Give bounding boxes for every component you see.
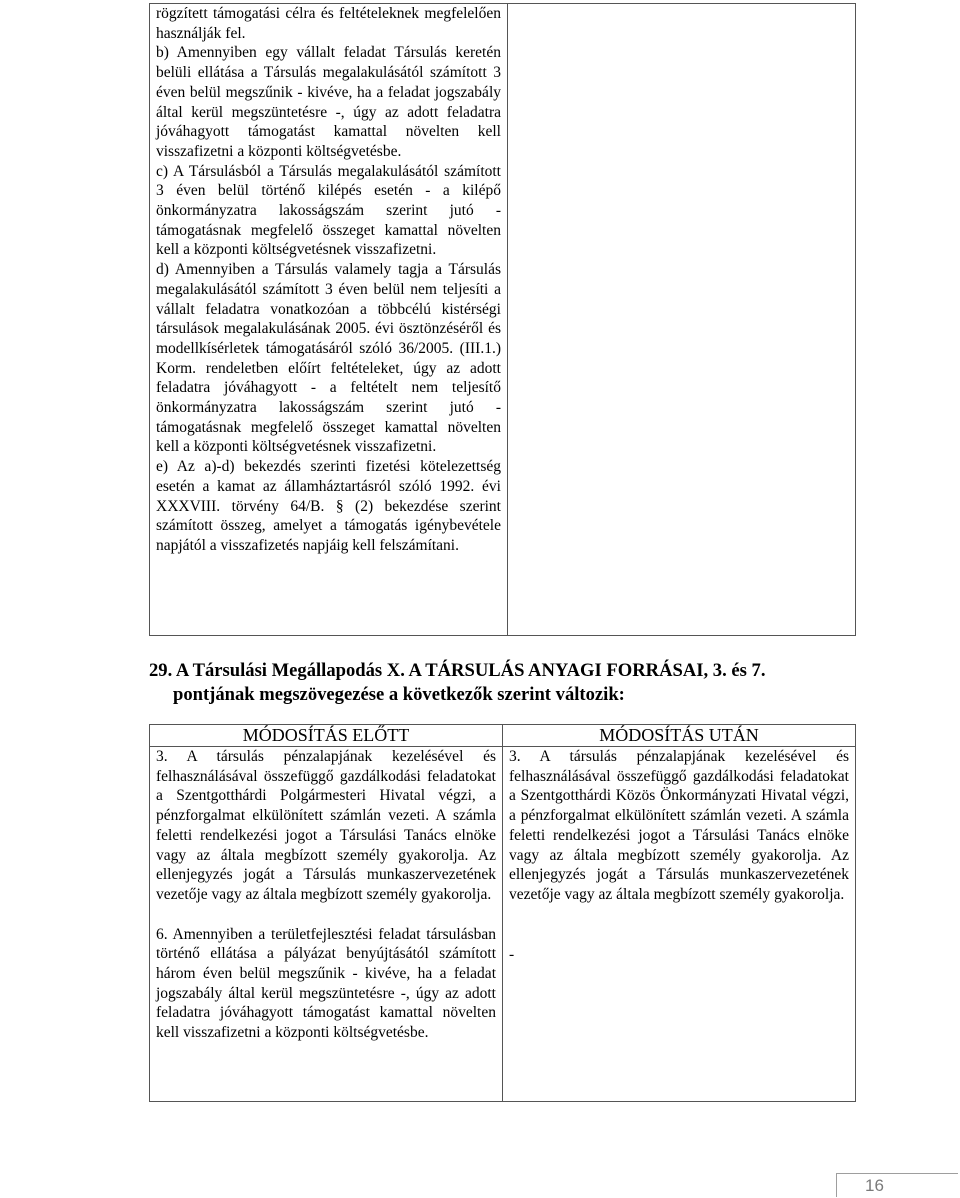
after-point-3: 3. A társulás pénzalapjának kezelésével és felhasználásával összefüggő gazdálkodási feladatokat a Szentgotthárdi Közös Önkormányzati Hivatal végzi, a pénzforgalmat elkülönített számlán vezeti. A számla feletti rendelkezési jogot a Társulási Tanács elnöke vagy az általa megbízott személy gyakorolja. Az ellenjegyzés jogát a Társulás munkaszervezetének vezetője vagy az általa megbízott személy gyakorolja. [509, 748, 849, 903]
before-cell [150, 747, 503, 1102]
top-para-b: b) Amennyiben egy vállalt feladat Társulás keretén belüli ellátása a Társulás megalakulásától számított 3 éven belül megszűnik - kivéve, ha a feladat jogszabály által kerül megszüntetésre -, úgy az adott feladatra jóváhagyott támogatást kamattal növelten kell visszafizetni a központi költségvetésbe. [156, 44, 501, 160]
section-heading-line1: 29. A Társulási Megállapodás X. A TÁRSULÁS ANYAGI FORRÁSAI, 3. és 7. [149, 660, 766, 681]
header-before-cell [150, 725, 503, 747]
after-cell [503, 747, 856, 1102]
before-point-6: 6. Amennyiben a területfejlesztési feladat társulásban történő ellátása a pályázat benyújtásától számított három éven belül megszűnik - kivéve, ha a feladat jogszabály által kerül megszüntetésre -, úgy az adott feladatra jóváhagyott támogatást kamattal növelten kell visszafizetni a központi költségvetésbe. [156, 925, 496, 1042]
before-point-3: 3. A társulás pénzalapjának kezelésével és felhasználásával összefüggő gazdálkodási feladatokat a Szentgotthárdi Polgármesteri Hivatal végzi, a pénzforgalmat elkülönített számlán vezeti. A számla feletti rendelkezési jogot a Társulási Tanács elnöke vagy az általa megbízott személy gyakorolja. Az ellenjegyzés jogát a Társulás munkaszervezetének vezetője vagy az általa megbízott személy gyakorolja. [156, 748, 496, 903]
page-number: 16 [836, 1173, 958, 1197]
header-after-cell [503, 725, 856, 747]
top-table [149, 3, 856, 636]
header-after: MÓDOSÍTÁS UTÁN [599, 725, 759, 745]
section-heading [149, 659, 849, 707]
after-point-6: - [509, 945, 515, 963]
top-para-d: d) Amennyiben a Társulás valamely tagja a Társulás megalakulásától számított 3 éven belül nem teljesíti a vállalt feladatra vonatkozóan a többcélú kistérségi társulások megalakulásának 2005. évi ösztönzéséről és modellkísérletek támogatásáról szóló 36/2005. (III.1.) Korm. rendeletben előírt feltételeket, úgy az adott feladatra jóváhagyott - a feltételt nem teljesítő önkormányzatra lakosságszám szerint jutó - támogatásnak megfelelő összeget kamattal növelten kell a központi költségvetésnek visszafizetni. [156, 261, 501, 456]
header-before: MÓDOSÍTÁS ELŐTT [242, 725, 410, 745]
comparison-table [149, 724, 856, 1102]
section-heading-line2: pontjának megszövegezése a következők szerint változik: [173, 684, 625, 705]
top-para-intro: rögzített támogatási célra és feltételeknek megfelelően használják fel. [156, 5, 501, 42]
top-para-c: c) A Társulásból a Társulás megalakulásától számított 3 éven belül történő kilépés esetén - a kilépő önkormányzatra lakosságszám szerint jutó - támogatásnak megfelelő összeget kamattal növelten kell a központi költségvetésnek visszafizetni. [156, 162, 501, 259]
top-table-right-cell [508, 4, 856, 636]
top-para-e: e) Az a)-d) bekezdés szerinti fizetési kötelezettség esetén a kamat az államháztartásról szóló 1992. évi XXXVIII. törvény 64/B. § (2) bekezdése szerint számított összeg, amelyet a támogatás igénybevétele napjától a visszafizetés napjáig kell felszámítani. [156, 458, 501, 554]
top-table-left-cell [150, 4, 508, 636]
